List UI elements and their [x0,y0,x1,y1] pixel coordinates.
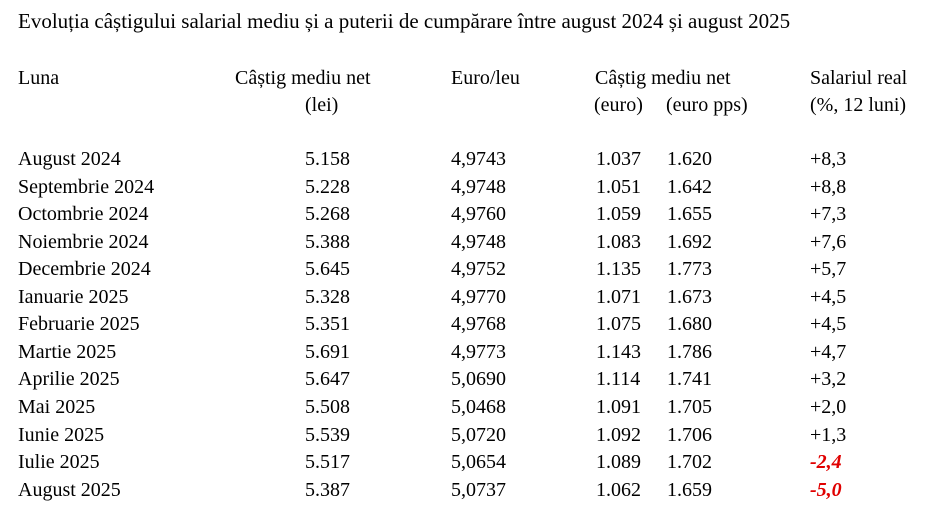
cell-castig-euro: 1.092 [596,424,641,446]
cell-castig-euro: 1.114 [596,368,641,390]
cell-castig-euro-pps: 1.692 [667,231,712,253]
cell-salariul-real: +4,7 [810,341,847,363]
cell-salariul-real: +5,7 [810,258,847,280]
cell-castig-euro: 1.083 [596,231,641,253]
cell-castig-euro: 1.089 [596,451,641,473]
cell-luna: Decembrie 2024 [18,258,151,280]
cell-euro-leu: 5,0690 [451,368,506,390]
header-castig-lei-line1: Câștig mediu net [235,67,371,89]
header-castig-euro-pps-unit: (euro pps) [666,94,748,116]
cell-euro-leu: 4,9773 [451,341,506,363]
cell-luna: Septembrie 2024 [18,176,155,198]
cell-castig-euro: 1.091 [596,396,641,418]
cell-salariul-real: +1,3 [810,424,847,446]
cell-salariul-real: +7,3 [810,203,847,225]
cell-castig-euro-pps: 1.705 [667,396,712,418]
header-castig-euro-unit: (euro) [594,94,643,116]
cell-salariul-real: +4,5 [810,313,847,335]
cell-castig-euro: 1.143 [596,341,641,363]
cell-castig-euro-pps: 1.642 [667,176,712,198]
cell-euro-leu: 4,9748 [451,176,506,198]
header-salariul-real-line2: (%, 12 luni) [810,94,907,116]
cell-castig-euro-pps: 1.659 [667,479,712,501]
header-euro-leu: Euro/leu [451,67,520,89]
cell-luna: August 2024 [18,148,121,170]
cell-castig-euro-pps: 1.673 [667,286,712,308]
cell-euro-leu: 4,9770 [451,286,506,308]
cell-castig-lei: 5.228 [305,176,350,198]
cell-castig-lei: 5.351 [305,313,350,335]
cell-euro-leu: 5,0720 [451,424,506,446]
header-castig-euro-line1: Câștig mediu net [595,67,731,89]
cell-salariul-real: +7,6 [810,231,847,253]
header-salariul-real-line1: Salariul real [810,67,908,89]
cell-castig-euro-pps: 1.706 [667,424,712,446]
page-title: Evoluția câștigului salarial mediu și a puterii de cumpărare între august 2024 și august 2025 [18,9,791,33]
cell-salariul-real: +3,2 [810,368,847,390]
cell-castig-euro-pps: 1.680 [667,313,712,335]
cell-castig-euro: 1.051 [596,176,641,198]
cell-castig-euro-pps: 1.655 [667,203,712,225]
cell-euro-leu: 5,0654 [451,451,506,473]
cell-castig-euro-pps: 1.773 [667,258,712,280]
cell-castig-euro: 1.071 [596,286,641,308]
cell-euro-leu: 5,0468 [451,396,506,418]
cell-salariul-real: +4,5 [810,286,847,308]
cell-luna: Iulie 2025 [18,451,100,473]
cell-luna: Februarie 2025 [18,313,140,335]
cell-castig-euro-pps: 1.786 [667,341,712,363]
cell-castig-lei: 5.647 [305,368,350,390]
cell-luna: August 2025 [18,479,121,501]
cell-castig-lei: 5.158 [305,148,350,170]
cell-castig-euro: 1.062 [596,479,641,501]
cell-castig-lei: 5.268 [305,203,350,225]
cell-luna: Martie 2025 [18,341,117,363]
cell-salariul-real: -5,0 [810,479,842,501]
cell-luna: Mai 2025 [18,396,96,418]
cell-castig-lei: 5.517 [305,451,350,473]
cell-euro-leu: 4,9752 [451,258,506,280]
cell-euro-leu: 4,9748 [451,231,506,253]
cell-castig-euro-pps: 1.620 [667,148,712,170]
cell-castig-euro: 1.075 [596,313,641,335]
header-luna: Luna [18,67,60,89]
cell-castig-euro-pps: 1.702 [667,451,712,473]
cell-salariul-real: +8,3 [810,148,847,170]
cell-castig-lei: 5.539 [305,424,350,446]
cell-luna: Iunie 2025 [18,424,105,446]
cell-castig-euro: 1.037 [596,148,641,170]
cell-castig-lei: 5.645 [305,258,350,280]
cell-castig-euro: 1.135 [596,258,641,280]
cell-euro-leu: 4,9760 [451,203,506,225]
cell-euro-leu: 5,0737 [451,479,506,501]
cell-castig-lei: 5.508 [305,396,350,418]
cell-castig-lei: 5.328 [305,286,350,308]
cell-castig-euro: 1.059 [596,203,641,225]
cell-salariul-real: +2,0 [810,396,847,418]
cell-castig-lei: 5.388 [305,231,350,253]
header-castig-lei-line2: (lei) [305,94,339,116]
cell-luna: Octombrie 2024 [18,203,149,225]
cell-castig-lei: 5.387 [305,479,350,501]
cell-castig-lei: 5.691 [305,341,350,363]
cell-luna: Noiembrie 2024 [18,231,149,253]
cell-luna: Aprilie 2025 [18,368,120,390]
cell-salariul-real: -2,4 [810,451,842,473]
cell-euro-leu: 4,9768 [451,313,506,335]
cell-luna: Ianuarie 2025 [18,286,129,308]
cell-salariul-real: +8,8 [810,176,847,198]
cell-castig-euro-pps: 1.741 [667,368,712,390]
cell-euro-leu: 4,9743 [451,148,506,170]
